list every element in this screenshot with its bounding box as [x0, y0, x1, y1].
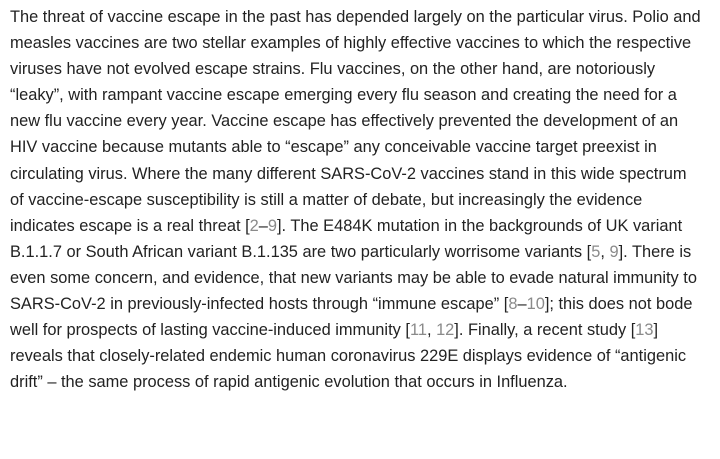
paragraph-text-segment: ]. The E484K mutation in the backgrounds of UK variant B.1.1.7 or South African variant B.1.135 are two particularly worrisome variants [	[10, 216, 683, 261]
article-paragraph	[10, 4, 712, 395]
citation-link-8[interactable]: 8	[508, 295, 518, 314]
paragraph-text-segment: ,	[426, 321, 437, 340]
paragraph-text-segment: ] reveals that closely-related endemic human coronavirus 229E displays evidence of “antigenic drift” – the same process of rapid antigenic evolution that occurs in Influenza.	[10, 321, 687, 392]
citation-link-10[interactable]: 10	[526, 295, 545, 314]
citation-link-12[interactable]: 12	[436, 321, 455, 340]
paragraph-text-segment: –	[258, 216, 268, 235]
paragraph-text-segment: ]. There is even some concern, and evidence, that new variants may be able to evade natural immunity to SARS-CoV-2 in previously-infected hosts through “immune escape” [	[10, 242, 697, 314]
paragraph-text-segment: –	[517, 295, 527, 314]
paragraph-text-segment: ]; this does not bode well for prospects of lasting vaccine-induced immunity [	[10, 295, 693, 340]
paragraph-text-segment: ]. Finally, a recent study [	[454, 321, 636, 340]
citation-link-11[interactable]: 11	[409, 321, 427, 340]
citation-link-2[interactable]: 2	[249, 216, 259, 235]
paragraph-text-segment: The threat of vaccine escape in the past has depended largely on the particular virus. Polio and measles vaccines are two stellar examples of highly effective vaccines to which the respective viruses have not evolved escape strains. Flu vaccines, on the other hand, are notoriously “leaky”, with rampant vaccine escape emerging every flu season and creating the need for a new flu vaccine every year. Vaccine escape has effectively prevented the development of an HIV vaccine because mutants able to “escape” any conceivable vaccine target preexist in circulating virus. Where the many different SARS-CoV-2 vaccines stand in this wide spectrum of vaccine-escape susceptibility is still a matter of debate, but increasingly the evidence indicates escape is a real threat [	[10, 8, 701, 235]
citation-link-9[interactable]: 9	[609, 242, 619, 261]
citation-link-9[interactable]: 9	[267, 216, 277, 235]
citation-link-5[interactable]: 5	[591, 242, 601, 261]
citation-link-13[interactable]: 13	[635, 321, 654, 340]
paragraph-text-segment: ,	[600, 242, 610, 261]
